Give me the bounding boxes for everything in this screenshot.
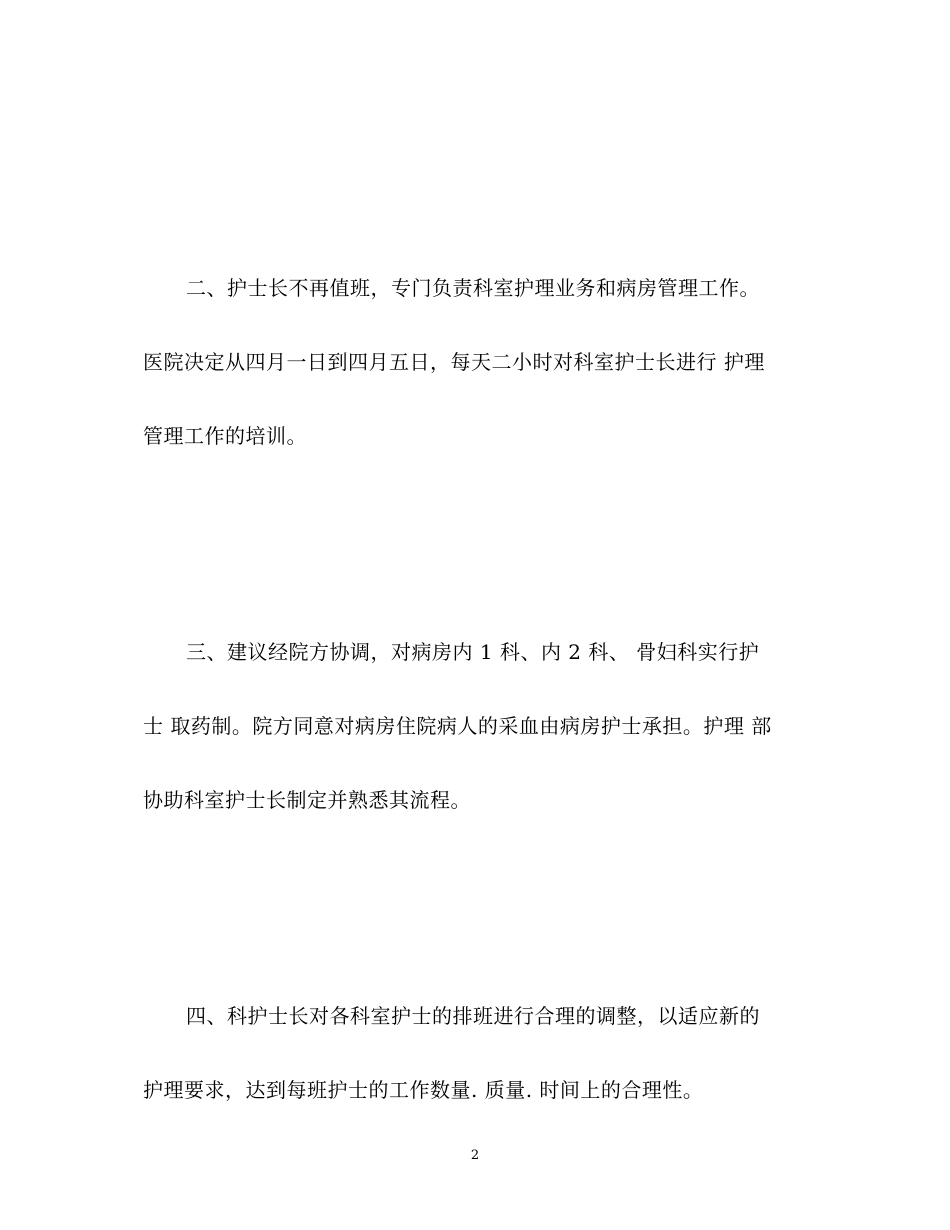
paragraph-3-line-1: 三、建议经院方协调，对病房内 1 科、内 2 科、 骨妇科实行护 <box>186 640 760 664</box>
paragraph-3-line-2: 士 取药制。院方同意对病房住院病人的采血由病房护士承担。护理 部 <box>143 714 772 738</box>
paragraph-4-line-1: 四、科护士长对各科室护士的排班进行合理的调整，以适应新的 <box>186 1004 760 1028</box>
paragraph-2-line-1: 二、护士长不再值班，专门负责科室护理业务和病房管理工作。 <box>186 276 760 300</box>
paragraph-2-line-2: 医院决定从四月一日到四月五日，每天二小时对科室护士长进行 护理 <box>143 350 765 374</box>
paragraph-3-line-3: 协助科室护士长制定并熟悉其流程。 <box>143 788 471 812</box>
paragraph-2-line-3: 管理工作的培训。 <box>143 424 307 448</box>
page-number: 2 <box>470 1148 480 1163</box>
paragraph-4-line-2: 护理要求，达到每班护士的工作数量. 质量. 时间上的合理性。 <box>143 1078 704 1102</box>
